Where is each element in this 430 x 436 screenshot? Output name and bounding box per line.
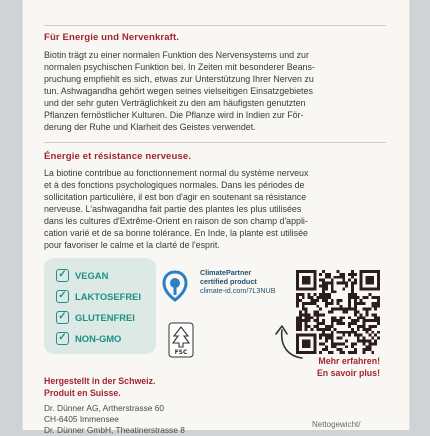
climatepartner-certified: certified product — [200, 277, 257, 286]
body-fr-line: dans les cultures d'Extrême-Orient en raison de son champ d'appli- — [44, 216, 308, 226]
heading-de: Für Energie und Nervenkraft. — [44, 32, 180, 43]
climatepartner-id: climate-id.com/7L3NUB — [200, 286, 276, 295]
checkbox-icon: ✓ — [56, 311, 69, 324]
checkbox-icon: ✓ — [56, 269, 69, 282]
fsc-logo-icon — [168, 322, 194, 358]
manufacturer-address — [44, 403, 185, 436]
body-fr-line: pour favoriser le calme et la clarté de l'esprit. — [44, 240, 220, 250]
body-fr-line: La biotine contribue au fonctionnement normal du système nerveux — [44, 168, 309, 178]
heading-fr: Énergie et résistance nerveuse. — [44, 151, 192, 162]
divider-top — [44, 25, 386, 26]
product-badges — [44, 258, 156, 354]
badge-label: LAKTOSEFREI — [75, 290, 141, 302]
body-fr-line: nerveuse. L'ashwagandha fait partie des plantes les plus utilisées — [44, 204, 302, 214]
address-line: Dr. Dünner AG, Artherstrasse 60 — [44, 403, 165, 413]
body-fr-line: sollicitation particulière, il est bon d'agir en soutenant sa résistance — [44, 192, 307, 202]
checkbox-icon: ✓ — [56, 332, 69, 345]
made-in-de: Hergestellt in der Schweiz. — [44, 376, 156, 386]
badge-label: VEGAN — [75, 269, 109, 281]
badge-non-gmo — [56, 330, 121, 346]
learn-more-de: Mehr erfahren! — [318, 356, 380, 366]
badge-label: GLUTENFREI — [75, 311, 135, 323]
address-line: Dr. Dünner GmbH, Theatinerstrasse 8 — [44, 425, 185, 435]
body-de-line: Biotin trägt zu einer normalen Funktion des Nervensystems und zur — [44, 50, 309, 60]
body-fr-line: et à des fonctions psychologiques normales. Dans les périodes de — [44, 180, 305, 190]
divider-middle — [44, 142, 386, 143]
address-line: CH-6405 Immensee — [44, 414, 119, 424]
climatepartner-logo-icon — [162, 270, 188, 302]
net-weight-label: Nettogewicht/ — [312, 420, 361, 429]
fsc-label: FSC — [174, 349, 188, 356]
body-de-line: Pflanzen fernöstlicher Kulturen. Die Pflanze wird in Indien zur För- — [44, 110, 304, 120]
body-fr-line: cation varié et de sa bonne tolérance. En Inde, la plante est utilisée — [44, 228, 308, 238]
body-de-line: tun. Ashwagandha gehört wegen seines vielseitigen Einsatzgebietes — [44, 86, 313, 96]
body-de-line: derung der Ruhe und Klarheit des Geistes verwendet. — [44, 122, 256, 132]
badge-label: NON-GMO — [75, 332, 122, 344]
climatepartner-name: ClimatePartner — [200, 268, 252, 277]
badge-gluten-free — [56, 309, 135, 325]
qr-code-icon[interactable] — [296, 270, 380, 354]
badge-vegan — [56, 267, 108, 283]
body-de-line: pruchung empfiehlt es sich, etwas zur Unterstützung Ihrer Nerven zu — [44, 74, 314, 84]
learn-more-fr: En savoir plus! — [316, 368, 380, 378]
body-de-line: normalen psychischen Funktion bei. In Zeiten mit besonderer Beans- — [44, 62, 315, 72]
curved-arrow-icon — [272, 318, 308, 362]
body-de-line: und der sehr guten Verträglichkeit zu den am häufigsten genutzten — [44, 98, 306, 108]
checkbox-icon: ✓ — [56, 290, 69, 303]
learn-more-link[interactable] — [317, 355, 380, 379]
climatepartner-label — [200, 268, 276, 295]
made-in — [44, 375, 155, 399]
badge-lactose-free — [56, 288, 141, 304]
made-in-fr: Produit en Suisse. — [44, 388, 121, 398]
